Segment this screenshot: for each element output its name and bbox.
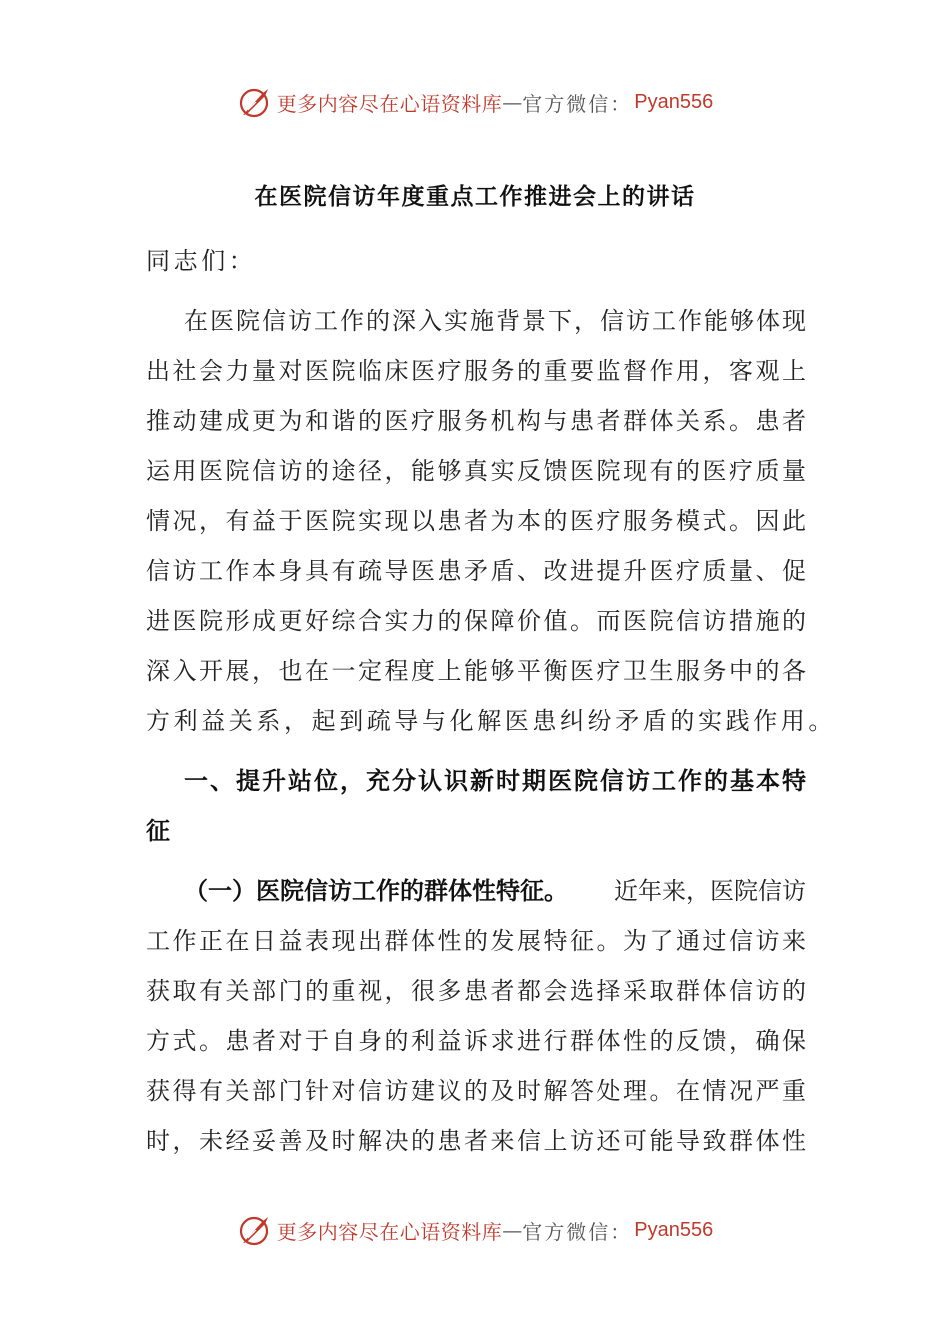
paragraph-line: 获 得 有 关 部 门 针 对 信 访 建 议 的 及 时 解 答 处 理 。 在 情 况 严 重 [146,1077,806,1105]
banner-main-text: 更多内容尽在心语资料库 [276,91,503,116]
paragraph-line: 方 式 。 患 者 对 于 自 身 的 利 益 诉 求 进 行 群 体 性 的 反 馈 ， 确 保 [146,1027,806,1055]
paragraph-line: 方利益关系，起到疏导与化解医患纠纷矛盾的实践作用。 [146,707,836,735]
subsection-title: （一）医院信访工作的群体性特征。 [184,876,568,905]
banner-main-text: 更多内容尽在心语资料库 [276,1219,503,1244]
quill-logo-icon [237,84,273,120]
document-body [146,236,836,1166]
paragraph-line: 深 入 开 展 ， 也 在 一 定 程 度 上 能 够 平 衡 医 疗 卫 生 服 务 中 的 各 [146,657,806,685]
paragraph-line: 运 用 医 院 信 访 的 途 径 ， 能 够 真 实 反 馈 医 院 现 有 的 医 疗 质 量 [146,457,806,485]
paragraph-1 [146,296,836,746]
banner-separator: — [502,1218,523,1242]
heading-line: 一 、 提 升 站 位 ， 充 分 认 识 新 时 期 医 院 信 访 工 作 的 基 本 特 [184,766,806,795]
heading-line: 征 [146,816,174,845]
quill-logo-icon [237,1212,273,1248]
paragraph-line: 出 社 会 力 量 对 医 院 临 床 医 疗 服 务 的 重 要 监 督 作 用 ， 客 观 上 [146,357,806,385]
section-heading-1 [146,756,806,856]
document-title: 在医院信访年度重点工作推进会上的讲话 [254,183,696,210]
paragraph-line: 情 况 ， 有 益 于 医 院 实 现 以 患 者 为 本 的 医 疗 服 务 模 式 。 因 此 [146,507,806,535]
subsection-1 [146,866,806,1166]
banner-wechat-label: 官方微信： [522,91,633,116]
banner-separator: — [502,90,523,114]
banner-wechat-label: 官方微信： [522,1219,633,1244]
paragraph-line: 进 医 院 形 成 更 好 综 合 实 力 的 保 障 价 值 。 而 医 院 信 访 措 施 的 [146,607,806,635]
subsection-first-line [146,866,806,916]
paragraph-line: 推 动 建 成 更 为 和 谐 的 医 疗 服 务 机 构 与 患 者 群 体 关 系 。 患 者 [146,407,806,435]
salutation: 同志们： [146,247,257,275]
watermark-banner-bottom [0,1210,950,1250]
subsection-first-text: 近年来，医院信访 [614,877,806,905]
watermark-banner-top [0,82,950,122]
paragraph-line: 时 ， 未 经 妥 善 及 时 解 决 的 患 者 来 信 上 访 还 可 能 导 致 群 体 性 [146,1127,806,1155]
banner-wechat-id: Pyan556 [634,1218,714,1241]
paragraph-line: 在 医 院 信 访 工 作 的 深 入 实 施 背 景 下 ， 信 访 工 作 能 够 体 现 [184,307,806,335]
banner-wechat-id: Pyan556 [634,90,714,113]
paragraph-line: 工 作 正 在 日 益 表 现 出 群 体 性 的 发 展 特 征 。 为 了 通 过 信 访 来 [146,927,806,955]
paragraph-line: 信 访 工 作 本 身 具 有 疏 导 医 患 矛 盾 、 改 进 提 升 医 疗 质 量 、 促 [146,557,806,585]
paragraph-line: 获 取 有 关 部 门 的 重 视 ， 很 多 患 者 都 会 选 择 采 取 群 体 信 访 的 [146,977,806,1005]
